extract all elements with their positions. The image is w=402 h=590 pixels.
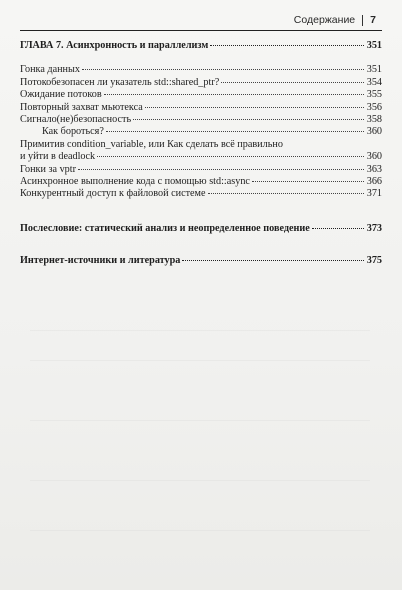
entry-title: Гонки за vptr	[20, 163, 76, 175]
entry-page: 355	[366, 89, 382, 101]
bleed-through-line	[30, 480, 370, 481]
entry-page: 356	[366, 101, 382, 113]
bleed-through-line	[30, 420, 370, 421]
section-label: Содержание	[293, 14, 356, 26]
running-header	[294, 14, 376, 26]
header-page-number: 7	[370, 14, 376, 26]
entry-title: и уйти в deadlock	[20, 151, 96, 163]
header-rule	[20, 30, 382, 31]
references-page: 375	[366, 255, 382, 267]
toc-entry[interactable]	[20, 188, 382, 200]
chapter-title: ГЛАВА 7. Асинхронность и параллелизм	[20, 40, 209, 51]
entry-page: 371	[366, 188, 382, 200]
toc-subentry[interactable]	[20, 126, 382, 138]
leader-dots	[78, 169, 364, 170]
leader-dots	[221, 82, 364, 83]
toc-entry-multiline[interactable]	[20, 139, 382, 164]
leader-dots	[104, 94, 364, 95]
entry-page: 360	[366, 126, 382, 138]
entry-page: 366	[366, 176, 382, 188]
table-of-contents	[20, 40, 382, 268]
entry-title-line1: Примитив condition_variable, или Как сделать всё правильно	[20, 138, 283, 150]
toc-entry[interactable]	[20, 164, 382, 176]
toc-references[interactable]	[20, 255, 382, 267]
leader-dots	[182, 260, 364, 261]
entry-title: Потокобезопасен ли указатель std::shared_ptr?	[20, 76, 220, 88]
toc-chapter-7[interactable]	[20, 40, 382, 52]
entry-title: Конкурентный доступ к файловой системе	[20, 188, 206, 200]
entry-page: 358	[366, 114, 382, 126]
leader-dots	[312, 228, 364, 229]
entry-title-line2-row	[20, 151, 382, 163]
leader-dots	[133, 119, 364, 120]
entry-title: Повторный захват мьютекса	[20, 101, 143, 113]
entry-title: Как бороться?	[42, 126, 104, 138]
afterword-title: Послесловие: статический анализ и неопределенное поведение	[20, 222, 310, 234]
references-title: Интернет-источники и литература	[20, 255, 181, 267]
leader-dots	[82, 69, 364, 70]
leader-dots	[97, 156, 364, 157]
entry-page: 354	[366, 76, 382, 88]
spacer	[20, 235, 382, 255]
toc-entry[interactable]	[20, 89, 382, 101]
bleed-through-line	[30, 530, 370, 531]
entry-title: Асинхронное выполнение кода с помощью std::async	[20, 176, 250, 188]
entry-title: Сигнало(не)безопасность	[20, 114, 132, 126]
entry-page: 351	[366, 64, 382, 76]
toc-afterword[interactable]	[20, 223, 382, 235]
leader-dots	[210, 45, 364, 46]
afterword-page: 373	[366, 222, 382, 234]
toc-entry[interactable]	[20, 102, 382, 114]
header-divider	[362, 15, 363, 26]
spacer	[20, 201, 382, 223]
leader-dots	[252, 181, 364, 182]
toc-entry[interactable]	[20, 77, 382, 89]
toc-entry[interactable]	[20, 64, 382, 76]
toc-entry[interactable]	[20, 114, 382, 126]
leader-dots	[208, 193, 364, 194]
bleed-through-line	[30, 330, 370, 331]
entry-page: 360	[366, 151, 382, 163]
entry-title: Ожидание потоков	[20, 89, 102, 101]
chapter-page: 351	[366, 40, 382, 51]
entry-page: 363	[366, 163, 382, 175]
leader-dots	[106, 131, 364, 132]
bleed-through-line	[30, 360, 370, 361]
entry-title: Гонка данных	[20, 64, 80, 76]
toc-entry[interactable]	[20, 176, 382, 188]
leader-dots	[145, 107, 364, 108]
